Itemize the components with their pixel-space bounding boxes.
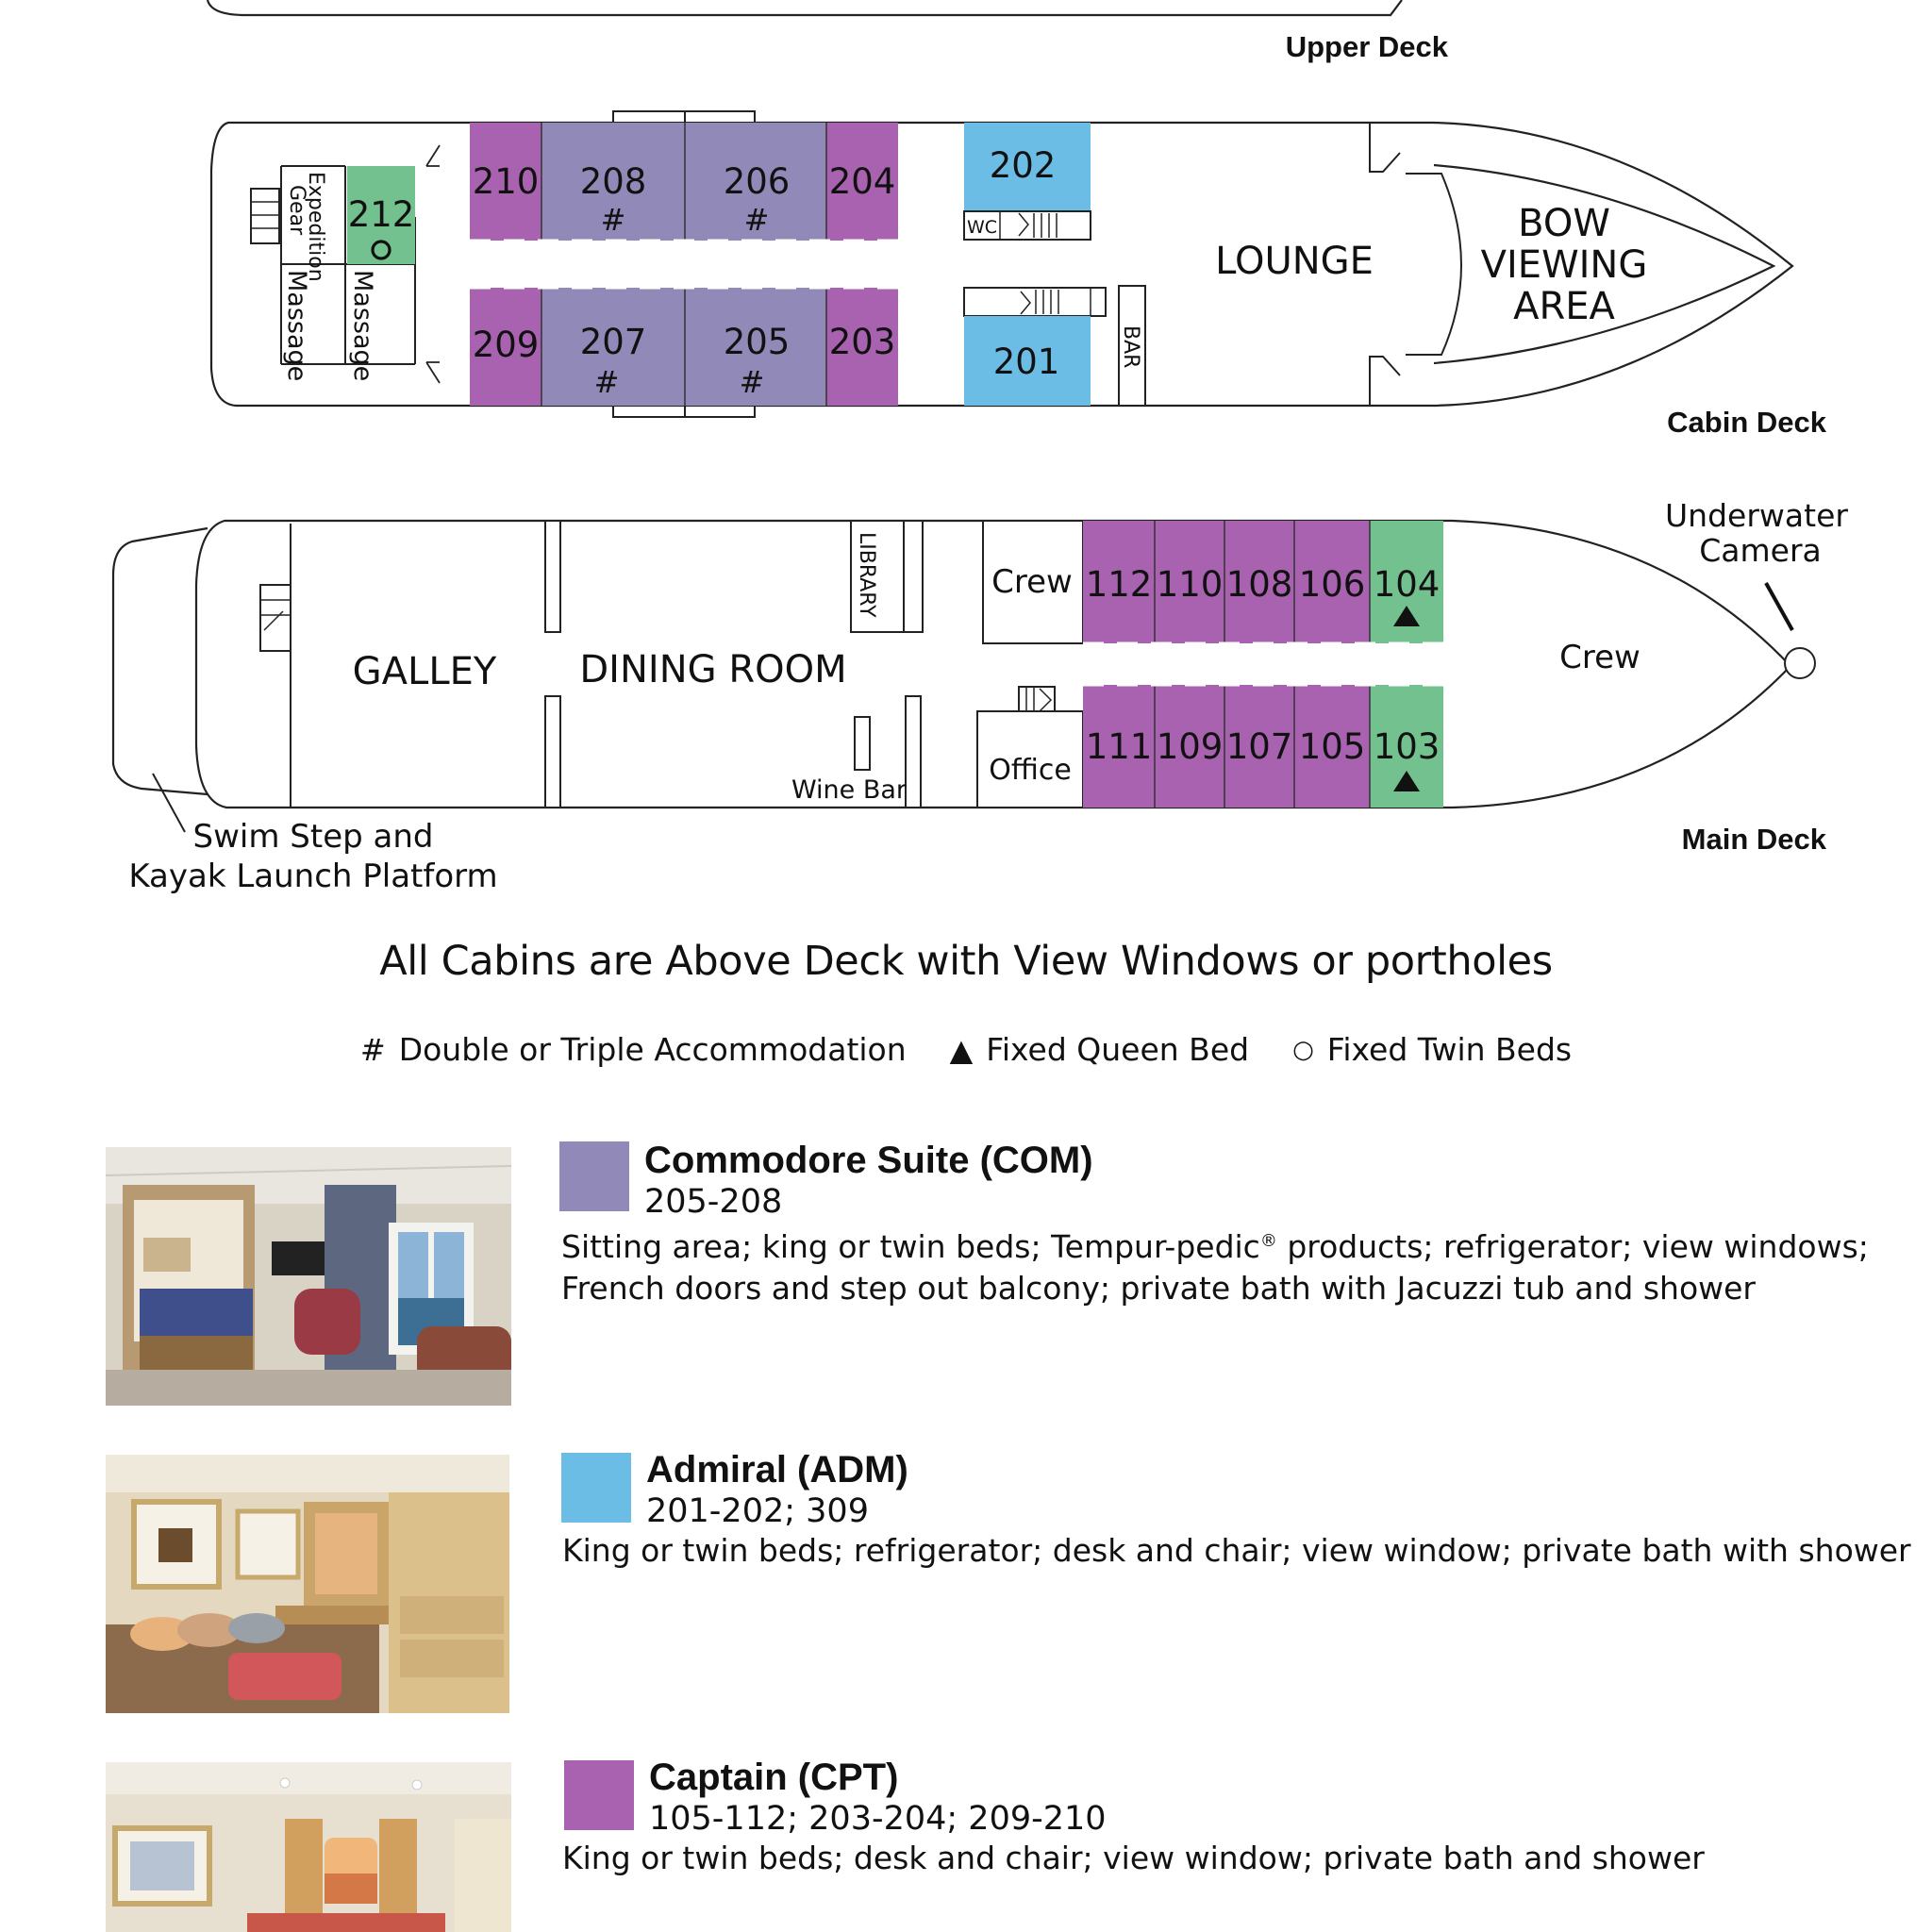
cabin-111-number: 111 <box>1085 726 1153 767</box>
commodore-name: Commodore Suite (COM) <box>644 1140 1093 1181</box>
galley-partition-bottom <box>545 696 560 808</box>
lounge-label: LOUNGE <box>1215 240 1374 283</box>
main-cabin-row-top <box>1083 521 1443 643</box>
legend-text-hash: Double or Triple Accommodation <box>398 1031 907 1068</box>
cabin-deck <box>211 111 1827 439</box>
cabin-206-number: 206 <box>723 161 791 202</box>
legend-text-twin: Fixed Twin Beds <box>1326 1031 1573 1068</box>
cabin-209-number: 209 <box>472 325 540 365</box>
captain-photo <box>106 1762 511 1932</box>
library-label: LIBRARY <box>855 532 878 618</box>
admiral-color-swatch <box>561 1453 631 1523</box>
cabin-207-hash: # <box>593 364 620 400</box>
cabin-row-top <box>470 123 898 241</box>
camera-label-line2: Camera <box>1699 532 1822 569</box>
wine-bar-partition <box>906 696 921 808</box>
upper-deck-label: Upper Deck <box>1285 30 1448 63</box>
category-captain <box>0 1757 1932 1932</box>
cabin-203-number: 203 <box>828 322 896 362</box>
captain-description: King or twin beds; desk and chair; view window; private bath and shower <box>562 1840 1705 1876</box>
commodore-desc-1b: products; refrigerator; view windows; <box>1276 1228 1869 1265</box>
commodore-desc-2: French doors and step out balcony; private bath with Jacuzzi tub and shower <box>561 1270 1756 1307</box>
cabin-207-number: 207 <box>579 322 647 362</box>
cabin-105-number: 105 <box>1298 726 1366 767</box>
cabin-202-number: 202 <box>989 145 1057 186</box>
bar-label: BAR <box>1119 325 1142 369</box>
legend-item-queen <box>950 1031 1249 1068</box>
cabin-deck-label: Cabin Deck <box>1667 406 1826 439</box>
dining-room-label: DINING ROOM <box>579 648 847 691</box>
captain-name: Captain (CPT) <box>649 1757 899 1798</box>
wine-bar-counter <box>855 717 870 770</box>
galley-partition-top <box>545 521 560 632</box>
commodore-description <box>561 1221 1932 1309</box>
cabin-208-number: 208 <box>579 161 647 202</box>
captain-rooms: 105-112; 203-204; 209-210 <box>649 1800 1107 1838</box>
crew-label-bow: Crew <box>1559 639 1641 676</box>
office-label: Office <box>989 754 1072 787</box>
commodore-desc-1a: Sitting area; king or twin beds; Tempur-pedic <box>561 1228 1260 1265</box>
camera-label-line1: Underwater <box>1665 497 1848 534</box>
cabin-208-hash: # <box>600 202 626 238</box>
commodore-suite-photo <box>106 1147 511 1406</box>
cabin-107-number: 107 <box>1225 726 1293 767</box>
cabin-106-number: 106 <box>1298 564 1366 605</box>
cabin-206-hash: # <box>743 202 770 238</box>
bow-label-line1: BOW <box>1518 202 1610 245</box>
upper-deck <box>208 0 1449 63</box>
circle-icon: ○ <box>1292 1035 1314 1064</box>
cabin-205-hash: # <box>739 364 765 400</box>
massage-right-label: Massage <box>348 270 377 382</box>
hash-icon: # <box>359 1031 386 1068</box>
massage-left-label: Massage <box>282 270 311 382</box>
registered-mark: ® <box>1259 1231 1277 1251</box>
captain-color-swatch <box>564 1760 634 1830</box>
swim-step-label-line1: Swim Step and <box>192 818 434 856</box>
cabin-110-number: 110 <box>1156 564 1224 605</box>
lounge-bow-partition <box>1370 123 1461 406</box>
underwater-camera <box>1785 648 1815 678</box>
admiral-name: Admiral (ADM) <box>646 1449 908 1491</box>
admiral-rooms: 201-202; 309 <box>646 1492 869 1530</box>
stairs-block <box>964 288 1106 316</box>
legend-item-twin <box>1292 1031 1572 1068</box>
legend-item-hash <box>360 1031 907 1068</box>
swim-step <box>113 528 208 794</box>
admiral-photo <box>106 1455 509 1713</box>
bow-label-line3: AREA <box>1513 285 1615 328</box>
cabin-row-bottom <box>470 288 898 406</box>
cabin-204-number: 204 <box>828 161 896 202</box>
cabin-210-number: 210 <box>472 161 540 202</box>
cabin-108-number: 108 <box>1225 564 1293 605</box>
cabin-112-number: 112 <box>1085 564 1153 605</box>
wc-label: WC <box>966 217 998 238</box>
cabin-201-number: 201 <box>992 341 1060 382</box>
triangle-icon: ▲ <box>949 1031 974 1068</box>
bow-label-line2: VIEWING <box>1480 243 1648 287</box>
expedition-label: Expedition <box>304 172 327 282</box>
crew-label-aft: Crew <box>991 563 1073 601</box>
cabin-103-number: 103 <box>1373 726 1441 767</box>
legend <box>0 1031 1932 1068</box>
cabin-212-number: 212 <box>347 194 415 235</box>
main-deck-label: Main Deck <box>1681 823 1826 856</box>
category-admiral <box>0 1449 1932 1723</box>
legend-text-queen: Fixed Queen Bed <box>986 1031 1250 1068</box>
gear-label: Gear <box>285 185 308 236</box>
main-deck <box>113 497 1848 895</box>
cabin-205-number: 205 <box>723 322 791 362</box>
swim-step-label-line2: Kayak Launch Platform <box>128 858 498 895</box>
category-commodore <box>0 1140 1932 1413</box>
main-cabin-row-bottom <box>1083 685 1443 808</box>
wine-bar-label: Wine Bar <box>791 775 908 805</box>
commodore-color-swatch <box>559 1141 629 1211</box>
commodore-rooms: 205-208 <box>644 1183 783 1221</box>
cabins-headline: All Cabins are Above Deck with View Windows or portholes <box>379 938 1553 985</box>
aft-stairs <box>251 189 279 243</box>
cabin-109-number: 109 <box>1156 726 1224 767</box>
galley-label: GALLEY <box>352 650 497 693</box>
admiral-description: King or twin beds; refrigerator; desk and chair; view window; private bath with shower <box>562 1532 1911 1569</box>
cabin-104-number: 104 <box>1373 564 1441 605</box>
